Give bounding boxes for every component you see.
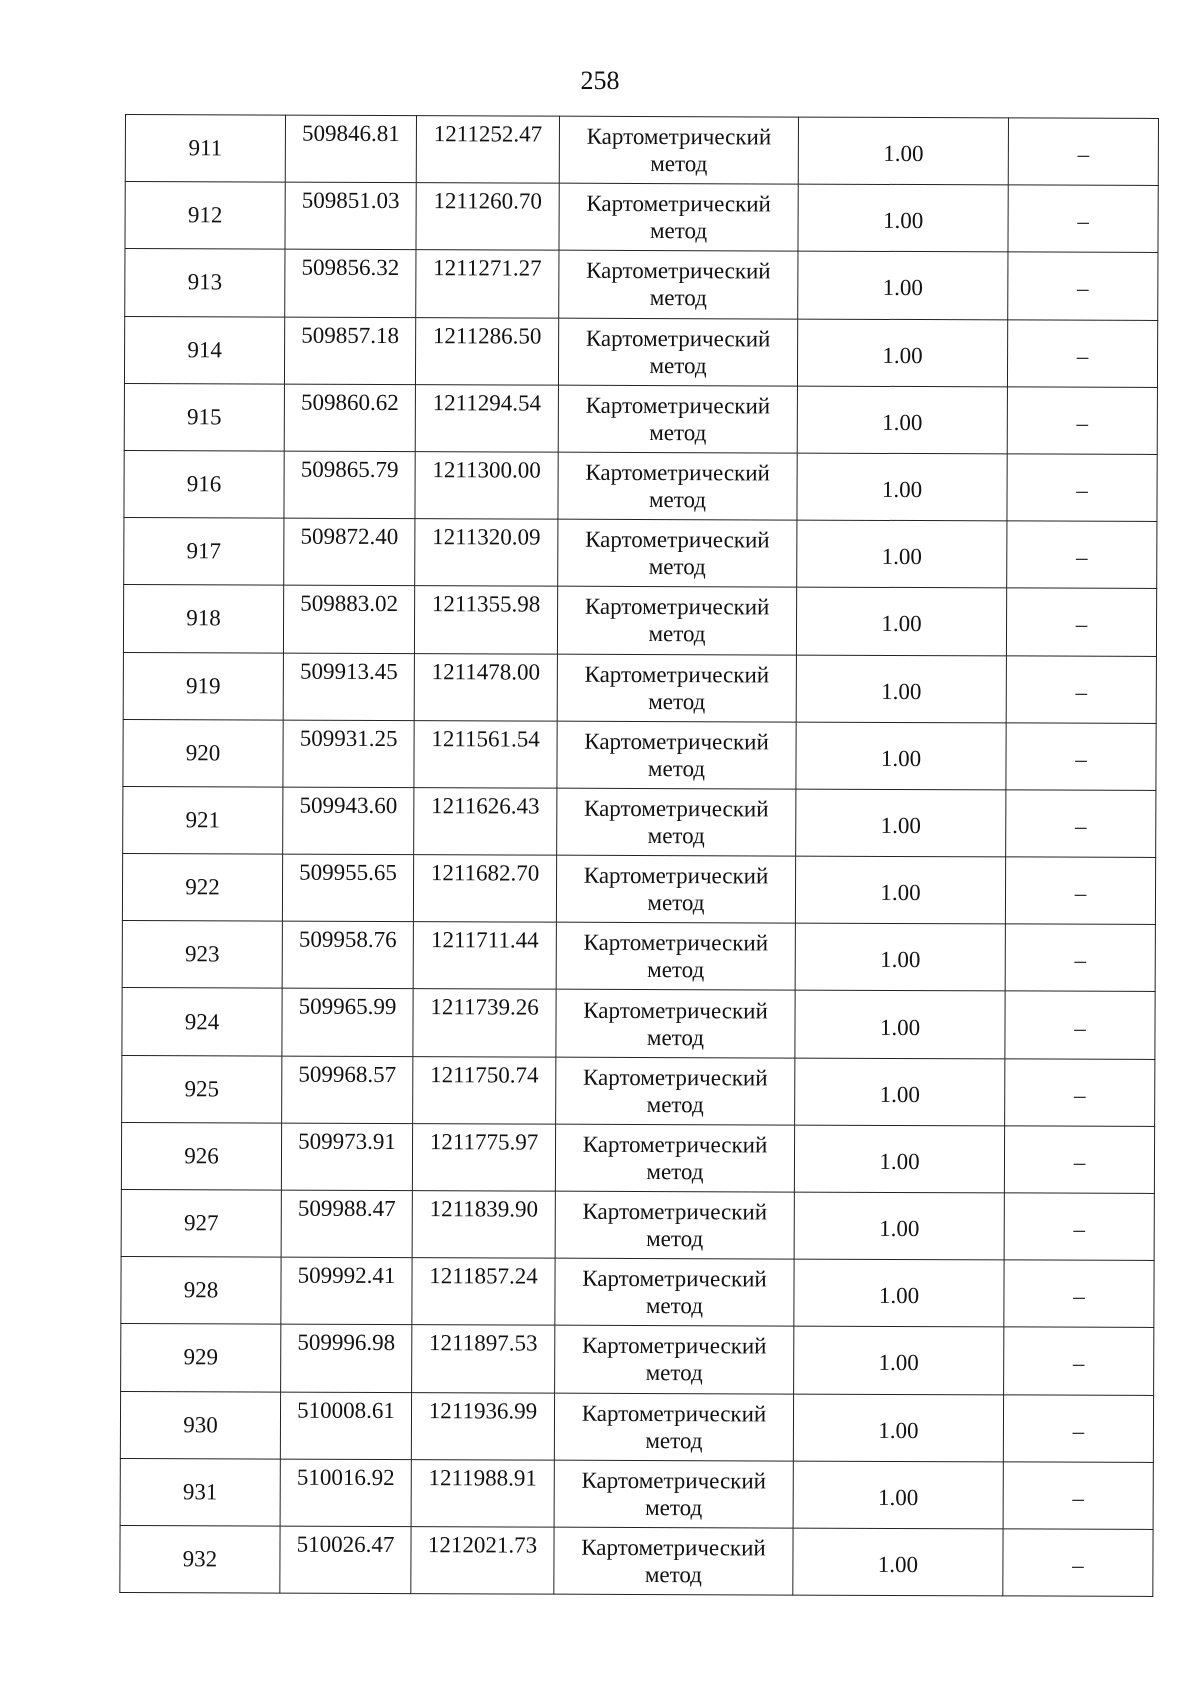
point-number-cell: 914 — [124, 316, 284, 384]
method-cell — [559, 251, 798, 319]
y-coordinate-cell: 1211857.24 — [412, 1258, 555, 1326]
table-row — [122, 921, 1155, 992]
accuracy-cell: 1.00 — [798, 251, 1008, 319]
table-row — [124, 450, 1157, 521]
y-coordinate-cell: 1211739.26 — [413, 989, 556, 1057]
page-number: 258 — [580, 66, 620, 95]
note-cell: – — [1004, 1126, 1154, 1194]
point-number-cell: 913 — [125, 249, 285, 317]
note-cell: – — [1006, 790, 1156, 858]
note-cell: – — [1005, 857, 1155, 925]
table-row — [121, 1122, 1154, 1193]
table-row — [124, 518, 1157, 589]
method-line-1: Картометрический — [583, 997, 768, 1024]
point-number-cell: 926 — [121, 1122, 281, 1190]
method-line-1: Картометрический — [585, 325, 771, 352]
note-cell: – — [1004, 1260, 1154, 1328]
table-row — [125, 115, 1158, 186]
x-coordinate-cell: 509955.65 — [282, 854, 413, 922]
method-line-1: Картометрический — [583, 930, 769, 956]
point-number-cell: 931 — [120, 1458, 280, 1526]
method-cell — [557, 721, 796, 789]
accuracy-cell: 1.00 — [795, 856, 1005, 924]
y-coordinate-cell: 1211626.43 — [414, 787, 557, 855]
x-coordinate-cell: 509913.45 — [283, 653, 414, 721]
method-cell — [558, 519, 797, 587]
method-line-1: Картометрический — [581, 1467, 767, 1494]
accuracy-cell: 1.00 — [797, 520, 1007, 588]
note-cell: – — [1007, 319, 1157, 387]
point-number-cell: 918 — [123, 585, 283, 653]
point-number-cell: 911 — [125, 115, 285, 183]
accuracy-cell: 1.00 — [796, 587, 1006, 655]
note-cell: – — [1004, 1327, 1154, 1395]
point-number-cell: 925 — [122, 1055, 282, 1123]
method-line-2: метод — [647, 755, 706, 782]
x-coordinate-cell: 509988.47 — [281, 1190, 412, 1258]
table-row — [121, 1257, 1154, 1328]
x-coordinate-cell: 509996.98 — [281, 1324, 412, 1392]
x-coordinate-cell: 509958.76 — [282, 921, 413, 989]
x-coordinate-cell: 509973.91 — [281, 1123, 412, 1191]
point-number-cell: 924 — [122, 988, 282, 1056]
x-coordinate-cell: 509860.62 — [284, 384, 415, 452]
x-coordinate-cell: 509851.03 — [285, 182, 416, 250]
coordinates-table-wrapper — [119, 114, 1158, 1597]
table-row — [123, 652, 1156, 723]
method-line-1: Картометрический — [584, 795, 769, 822]
table-row — [123, 585, 1156, 656]
y-coordinate-cell: 1211252.47 — [416, 116, 559, 184]
method-cell — [556, 922, 795, 990]
method-cell — [556, 990, 795, 1058]
y-coordinate-cell: 1211839.90 — [412, 1191, 555, 1259]
table-row — [121, 1189, 1154, 1260]
point-number-cell: 916 — [124, 450, 284, 518]
method-line-2: метод — [645, 1293, 704, 1319]
accuracy-cell: 1.00 — [795, 991, 1005, 1059]
note-cell: – — [1008, 252, 1158, 320]
table-row — [122, 988, 1155, 1059]
accuracy-cell: 1.00 — [793, 1528, 1003, 1596]
method-line-1: Картометрический — [581, 1400, 767, 1427]
method-line-2: метод — [646, 1024, 705, 1050]
y-coordinate-cell: 1211775.97 — [412, 1123, 555, 1191]
point-number-cell: 915 — [124, 383, 284, 451]
point-number-cell: 923 — [122, 921, 282, 989]
method-line-2: метод — [647, 822, 705, 849]
method-line-1: Картометрический — [582, 1064, 768, 1091]
method-line-2: метод — [649, 419, 707, 446]
point-number-cell: 922 — [122, 854, 282, 922]
method-cell — [554, 1527, 793, 1595]
table-body — [120, 115, 1159, 1597]
table-row — [125, 182, 1158, 253]
method-line-1: Картометрический — [581, 1333, 767, 1359]
x-coordinate-cell: 509865.79 — [284, 451, 415, 519]
method-line-2: метод — [645, 1360, 703, 1386]
y-coordinate-cell: 1211320.09 — [415, 519, 558, 587]
y-coordinate-cell: 1211355.98 — [414, 586, 557, 654]
method-line-2: метод — [646, 1091, 704, 1117]
accuracy-cell: 1.00 — [794, 1125, 1004, 1193]
note-cell: – — [1007, 387, 1157, 455]
method-cell — [559, 183, 798, 251]
y-coordinate-cell: 1211936.99 — [411, 1392, 554, 1460]
table-row — [122, 1055, 1155, 1126]
note-cell: – — [1005, 924, 1155, 992]
y-coordinate-cell: 1212021.73 — [411, 1527, 554, 1595]
note-cell: – — [1007, 521, 1157, 589]
table-row — [122, 854, 1155, 925]
method-cell — [557, 788, 796, 856]
note-cell: – — [1003, 1529, 1153, 1597]
table-row — [121, 1324, 1154, 1395]
accuracy-cell: 1.00 — [798, 184, 1008, 252]
accuracy-cell: 1.00 — [795, 923, 1005, 991]
method-cell — [557, 586, 796, 654]
coordinates-table — [119, 114, 1159, 1597]
accuracy-cell: 1.00 — [795, 1058, 1005, 1126]
method-line-1: Картометрический — [584, 661, 770, 688]
note-cell: – — [1005, 1059, 1155, 1127]
method-line-2: метод — [650, 151, 708, 177]
x-coordinate-cell: 509883.02 — [283, 585, 414, 653]
method-line-1: Картометрический — [585, 526, 770, 553]
note-cell: – — [1008, 118, 1158, 186]
method-line-1: Картометрический — [581, 1534, 766, 1561]
method-line-2: метод — [648, 688, 706, 714]
x-coordinate-cell: 510026.47 — [280, 1526, 411, 1594]
method-cell — [555, 1124, 794, 1192]
method-line-1: Картометрический — [584, 594, 770, 620]
method-line-2: метод — [646, 1158, 704, 1185]
accuracy-cell: 1.00 — [794, 1192, 1004, 1260]
x-coordinate-cell: 510008.61 — [280, 1392, 411, 1460]
x-coordinate-cell: 509856.32 — [285, 249, 416, 317]
method-line-2: метод — [648, 554, 706, 580]
x-coordinate-cell: 509965.99 — [282, 989, 413, 1057]
method-line-2: метод — [648, 487, 707, 513]
x-coordinate-cell: 509943.60 — [283, 787, 414, 855]
method-line-1: Картометрический — [583, 862, 769, 889]
accuracy-cell: 1.00 — [796, 789, 1006, 857]
note-cell: – — [1006, 588, 1156, 656]
accuracy-cell: 1.00 — [797, 453, 1007, 521]
table-row — [124, 316, 1157, 387]
y-coordinate-cell: 1211260.70 — [416, 183, 559, 251]
method-cell — [558, 385, 797, 453]
y-coordinate-cell: 1211286.50 — [415, 317, 558, 385]
method-line-2: метод — [649, 218, 708, 244]
x-coordinate-cell: 509968.57 — [282, 1056, 413, 1124]
table-row — [125, 249, 1158, 320]
method-cell — [554, 1393, 793, 1461]
method-line-2: метод — [649, 285, 707, 311]
y-coordinate-cell: 1211682.70 — [413, 855, 556, 923]
method-line-1: Картометрический — [582, 1131, 768, 1158]
method-line-1: Картометрический — [582, 1266, 767, 1292]
note-cell: – — [1003, 1394, 1153, 1462]
method-cell — [556, 855, 795, 923]
y-coordinate-cell: 1211988.91 — [411, 1459, 554, 1527]
point-number-cell: 927 — [121, 1189, 281, 1257]
accuracy-cell: 1.00 — [793, 1394, 1003, 1462]
method-cell — [555, 1258, 794, 1326]
accuracy-cell: 1.00 — [796, 655, 1006, 723]
accuracy-cell: 1.00 — [796, 722, 1006, 790]
y-coordinate-cell: 1211897.53 — [412, 1325, 555, 1393]
x-coordinate-cell: 509846.81 — [285, 115, 416, 183]
method-line-2: метод — [644, 1562, 702, 1588]
method-line-1: Картометрический — [586, 191, 771, 217]
point-number-cell: 930 — [120, 1391, 280, 1459]
method-line-1: Картометрический — [582, 1198, 768, 1225]
y-coordinate-cell: 1211300.00 — [415, 452, 558, 520]
y-coordinate-cell: 1211561.54 — [414, 720, 557, 788]
method-line-2: метод — [649, 352, 707, 378]
x-coordinate-cell: 509931.25 — [283, 720, 414, 788]
method-line-1: Картометрический — [586, 258, 771, 284]
method-cell — [555, 1191, 794, 1259]
y-coordinate-cell: 1211478.00 — [414, 653, 557, 721]
method-line-2: метод — [647, 957, 705, 983]
note-cell: – — [1006, 723, 1156, 791]
method-cell — [556, 1057, 795, 1125]
accuracy-cell: 1.00 — [794, 1326, 1004, 1394]
method-line-1: Картометрический — [585, 459, 770, 486]
point-number-cell: 912 — [125, 182, 285, 250]
accuracy-cell: 1.00 — [798, 117, 1008, 185]
method-line-1: Картометрический — [586, 123, 772, 150]
method-cell — [557, 654, 796, 722]
method-line-2: метод — [647, 890, 705, 916]
table-row — [120, 1391, 1153, 1462]
note-cell: – — [1003, 1462, 1153, 1530]
note-cell: – — [1006, 655, 1156, 723]
point-number-cell: 921 — [123, 786, 283, 854]
point-number-cell: 928 — [121, 1257, 281, 1325]
point-number-cell: 929 — [121, 1324, 281, 1392]
table-row — [120, 1458, 1153, 1529]
note-cell: – — [1004, 1193, 1154, 1261]
method-cell — [554, 1460, 793, 1528]
method-line-2: метод — [648, 621, 706, 647]
note-cell: – — [1008, 185, 1158, 253]
table-row — [120, 1525, 1153, 1596]
point-number-cell: 919 — [123, 652, 283, 720]
accuracy-cell: 1.00 — [793, 1461, 1003, 1529]
method-line-1: Картометрический — [584, 728, 769, 755]
x-coordinate-cell: 509857.18 — [284, 317, 415, 385]
accuracy-cell: 1.00 — [794, 1259, 1004, 1327]
note-cell: – — [1005, 991, 1155, 1059]
accuracy-cell: 1.00 — [797, 386, 1007, 454]
method-line-2: метод — [646, 1226, 704, 1252]
y-coordinate-cell: 1211294.54 — [415, 384, 558, 452]
method-line-2: метод — [645, 1427, 703, 1453]
point-number-cell: 932 — [120, 1525, 280, 1593]
accuracy-cell: 1.00 — [797, 319, 1007, 387]
table-row — [123, 719, 1156, 790]
note-cell: – — [1007, 454, 1157, 522]
table-row — [123, 786, 1156, 857]
method-cell — [558, 452, 797, 520]
table-row — [124, 383, 1157, 454]
method-cell — [559, 116, 798, 184]
x-coordinate-cell: 509872.40 — [284, 518, 415, 586]
method-cell — [558, 318, 797, 386]
y-coordinate-cell: 1211711.44 — [413, 922, 556, 990]
x-coordinate-cell: 509992.41 — [281, 1257, 412, 1325]
method-cell — [555, 1326, 794, 1394]
point-number-cell: 917 — [124, 518, 284, 586]
x-coordinate-cell: 510016.92 — [280, 1459, 411, 1527]
method-line-2: метод — [645, 1494, 703, 1521]
y-coordinate-cell: 1211750.74 — [413, 1056, 556, 1124]
y-coordinate-cell: 1211271.27 — [416, 250, 559, 318]
point-number-cell: 920 — [123, 719, 283, 787]
method-line-1: Картометрический — [585, 392, 771, 419]
